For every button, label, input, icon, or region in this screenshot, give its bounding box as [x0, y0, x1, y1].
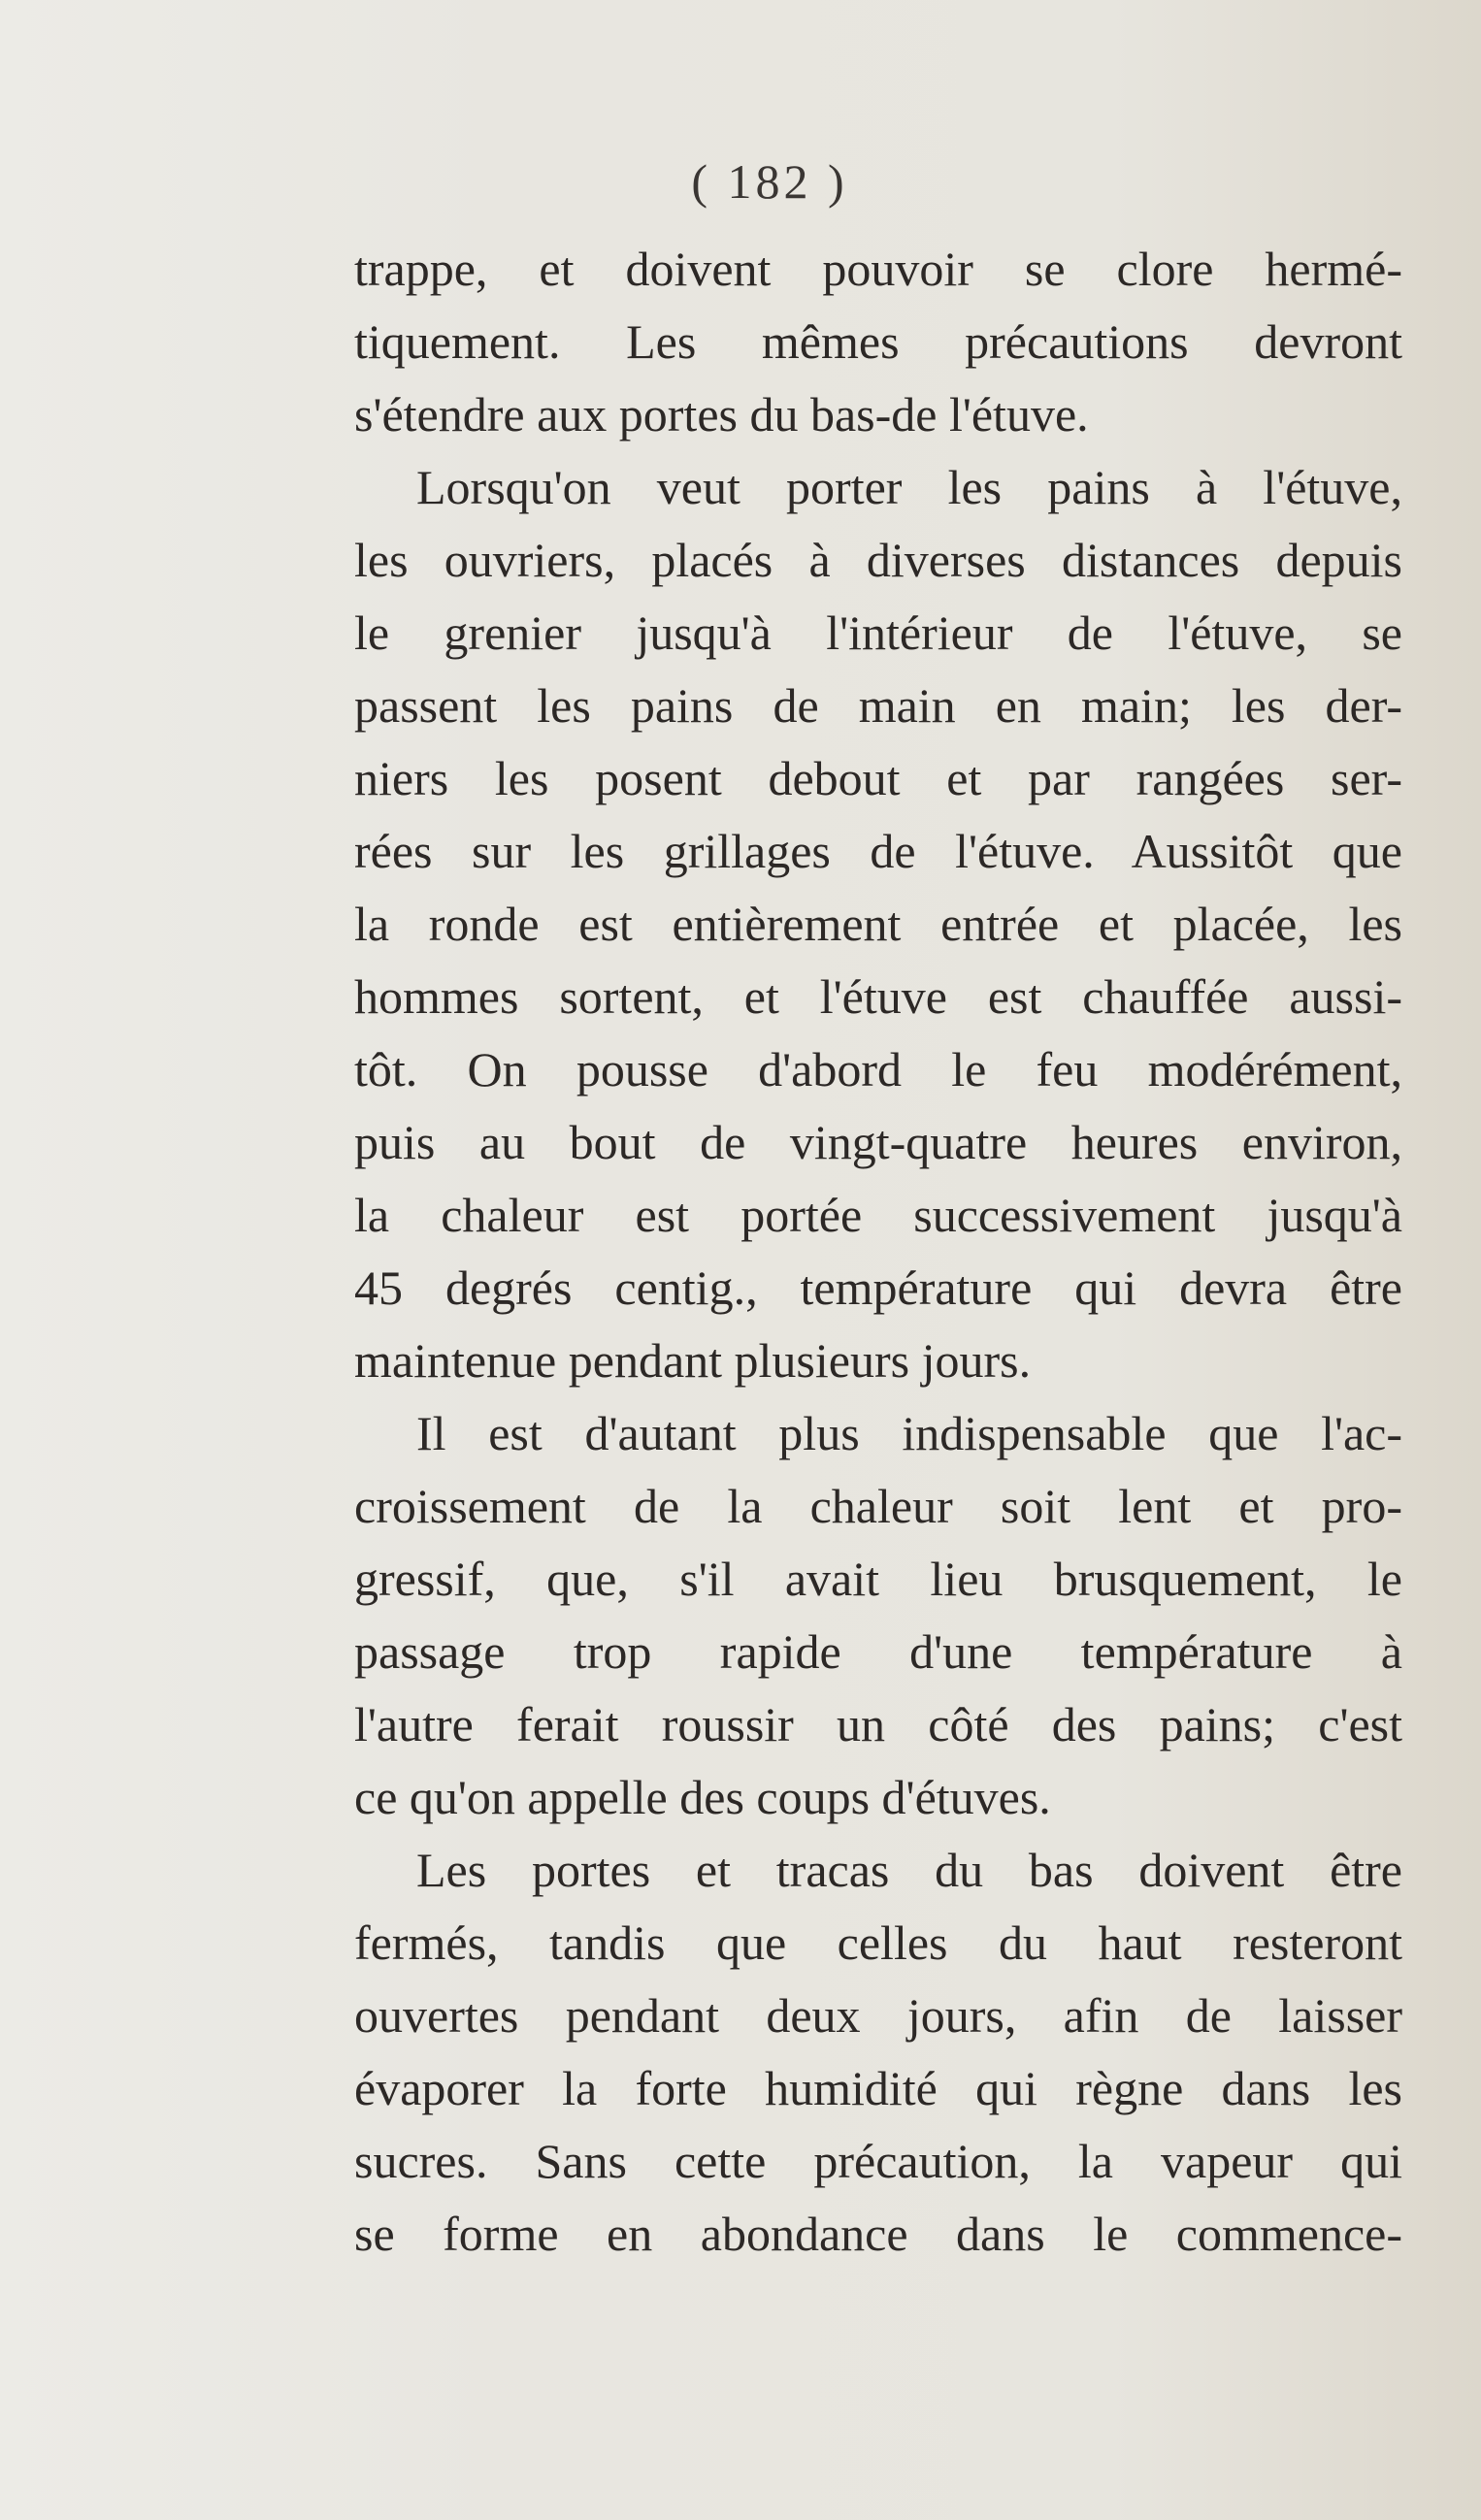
text-line: le grenier jusqu'à l'intérieur de l'étuve, se [354, 605, 1402, 660]
text-line: fermés, tandis que celles du haut resteront [354, 1915, 1402, 1970]
text-line: l'autre ferait roussir un côté des pains; c'est [354, 1697, 1402, 1751]
text-line: la chaleur est portée successivement jusqu'à [354, 1188, 1402, 1242]
text-line: Lorsqu'on veut porter les pains à l'étuve, [416, 460, 1402, 514]
text-line: 45 degrés centig., température qui devra être [354, 1260, 1402, 1315]
text-line: rées sur les grillages de l'étuve. Aussitôt que [354, 824, 1402, 878]
text-line: sucres. Sans cette précaution, la vapeur qui [354, 2134, 1402, 2188]
text-line: puis au bout de vingt-quatre heures environ, [354, 1115, 1402, 1169]
text-line: gressif, que, s'il avait lieu brusquement, le [354, 1552, 1402, 1606]
text-line: passent les pains de main en main; les der- [354, 678, 1402, 733]
text-line: les ouvriers, placés à diverses distances depuis [354, 533, 1402, 587]
text-line: tôt. On pousse d'abord le feu modérément, [354, 1042, 1402, 1096]
text-line: se forme en abondance dans le commence- [354, 2207, 1402, 2261]
page-number: ( 182 ) [691, 154, 848, 209]
text-line: passage trop rapide d'une température à [354, 1624, 1402, 1679]
text-line: ouvertes pendant deux jours, afin de laisser [354, 1988, 1402, 2043]
text-line: Les portes et tracas du bas doivent être [416, 1843, 1402, 1897]
text-line: s'étendre aux portes du bas-de l'étuve. [354, 387, 1089, 442]
text-line: évaporer la forte humidité qui règne dans les [354, 2061, 1402, 2115]
text-line: croissement de la chaleur soit lent et pro- [354, 1479, 1402, 1533]
text-line: trappe, et doivent pouvoir se clore hermé- [354, 242, 1402, 296]
text-line: la ronde est entièrement entrée et placée, les [354, 897, 1402, 951]
text-line: tiquement. Les mêmes précautions devront [354, 314, 1402, 369]
body-text [354, 233, 1402, 2271]
text-line: niers les posent debout et par rangées ser- [354, 751, 1402, 805]
text-line: ce qu'on appelle des coups d'étuves. [354, 1770, 1051, 1824]
text-line: hommes sortent, et l'étuve est chauffée aussi- [354, 969, 1402, 1024]
text-line: Il est d'autant plus indispensable que l'ac- [416, 1406, 1402, 1460]
text-line: maintenue pendant plusieurs jours. [354, 1333, 1032, 1388]
